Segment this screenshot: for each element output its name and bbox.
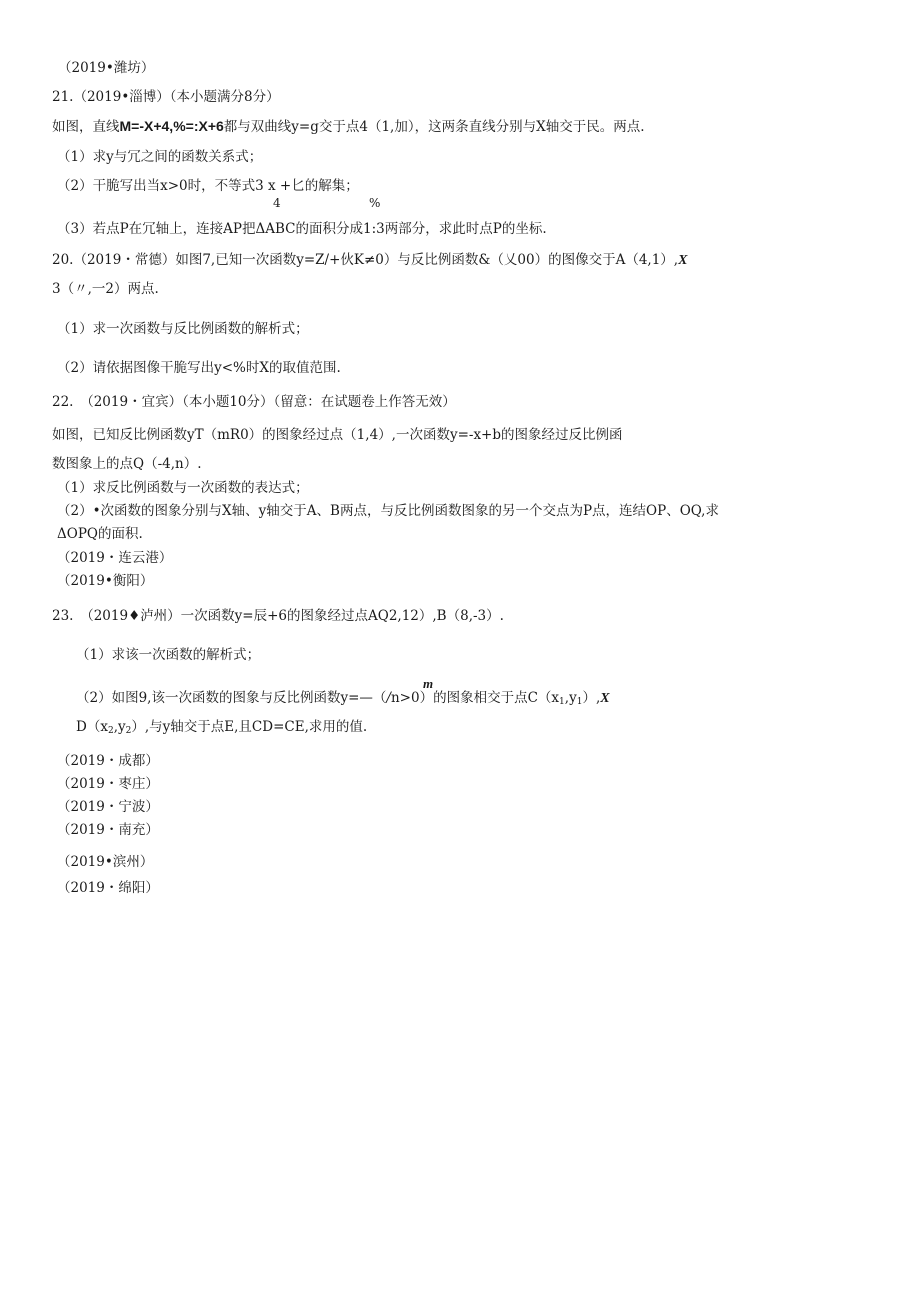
q23-part2-condition: n>0）的图象相交于点C（ bbox=[390, 690, 552, 706]
q21-part2-fraction-denominator: 4 bbox=[273, 196, 281, 210]
q23-point-d-open: D（ bbox=[76, 719, 101, 735]
q23-point-c-x-subscript: 1 bbox=[559, 697, 565, 707]
q21-statement bbox=[52, 117, 644, 136]
q23-point-d-x-subscript: 2 bbox=[107, 726, 114, 736]
q20-statement-text: 20.（2019・常德）如图7,已知一次函数y=Z/+伙K≠0）与反比例函数&（乂00）的图像交于A（4,1）, bbox=[52, 252, 679, 268]
source-ningbo: （2019・宁波） bbox=[57, 799, 159, 815]
q23-point-d-x: x bbox=[100, 719, 108, 735]
q22-header: 22. （2019・宜宾）（本小题10分）（留意：在试题卷上作答无效） bbox=[52, 394, 456, 410]
source-zaozhuang: （2019・枣庄） bbox=[57, 776, 159, 792]
source-weifang: （2019•潍坊） bbox=[58, 60, 155, 76]
q22-statement: 如图，已知反比例函数yT（mR0）的图象经过点（1,4）,一次函数y=-x+b的图象经过反比例函 bbox=[52, 427, 623, 443]
q23-statement: 23. （2019♦泸州）一次函数y=辰+6的图象经过点AQ2,12）,B（8,-3）. bbox=[52, 608, 504, 624]
q21-part3: （3）若点P在冗轴上，连接AP把ΔABC的面积分成1:3两部分，求此时点P的坐标. bbox=[57, 221, 547, 237]
q20-statement bbox=[52, 251, 687, 270]
q22-part2-cont: ΔOPQ的面积. bbox=[57, 526, 143, 542]
q23-fraction-bar: / bbox=[386, 690, 391, 706]
q21-part2-fraction-symbol: % bbox=[369, 196, 381, 210]
q21-line-equations: M=-X+4,%=:X+6 bbox=[119, 118, 224, 134]
q22-part2: （2）•次函数的图象分别与X轴、y轴交于A、B两点，与反比例函数图象的另一个交点为P点，连结OP、OQ,求 bbox=[57, 503, 719, 519]
source-nanchong: （2019・南充） bbox=[57, 822, 159, 838]
q21-statement-prefix: 如图，直线 bbox=[52, 119, 120, 135]
q23-part2-cont bbox=[76, 718, 367, 740]
q22-part1: （1）求反比例函数与一次函数的表达式； bbox=[57, 480, 309, 496]
q23-point-c-y: y bbox=[569, 690, 577, 706]
q23-fraction-numerator: m bbox=[423, 676, 434, 691]
q23-part2 bbox=[76, 689, 610, 711]
q20-part2: （2）请依据图像干脆写出y<%时X的取值范围. bbox=[57, 360, 341, 376]
q20-x-mark: X bbox=[678, 253, 688, 268]
q23-part2-text: （2）如图9,该一次函数的图象与反比例函数y=—（ bbox=[76, 690, 387, 706]
q21-header: 21.（2019•淄博）（本小题满分8分） bbox=[52, 89, 280, 105]
q20-statement-cont: 3（〃,一2）两点. bbox=[52, 281, 159, 297]
q23-point-d-comma: , bbox=[113, 719, 118, 735]
source-lianyungang: （2019・连云港） bbox=[57, 550, 173, 566]
q23-x-mark: X bbox=[600, 691, 610, 706]
source-hengyang: （2019•衡阳） bbox=[57, 573, 154, 589]
q23-point-c-y-subscript: 1 bbox=[576, 697, 583, 707]
source-binzhou: （2019•滨州） bbox=[57, 854, 154, 870]
q22-statement-cont: 数图象上的点Q（-4,n）. bbox=[52, 456, 202, 472]
q23-point-d-y: y bbox=[117, 719, 126, 735]
source-chengdu: （2019・成都） bbox=[57, 753, 159, 769]
q23-part1: （1）求该一次函数的解析式； bbox=[76, 647, 261, 663]
q23-point-c-close: ）, bbox=[582, 690, 601, 706]
q23-part2-cont-text: ）,与y轴交于点E,且CD=CE,求用的值. bbox=[131, 719, 368, 735]
q20-part1: （1）求一次函数与反比例函数的解析式； bbox=[57, 321, 309, 337]
q23-point-c-comma: , bbox=[564, 690, 570, 706]
q21-part2: （2）干脆写出当x>0时，不等式3 x +匕的解集； bbox=[57, 178, 359, 194]
q23-point-d-y-subscript: 2 bbox=[125, 726, 132, 736]
q23-point-c-x: x bbox=[551, 690, 560, 706]
q21-part1: （1）求y与冗之间的函数关系式； bbox=[57, 149, 263, 165]
source-mianyang: （2019・绵阳） bbox=[57, 880, 159, 896]
q21-statement-rest: 都与双曲线y=g交于点4（1,加），这两条直线分别与X轴交于民。两点. bbox=[223, 119, 645, 135]
